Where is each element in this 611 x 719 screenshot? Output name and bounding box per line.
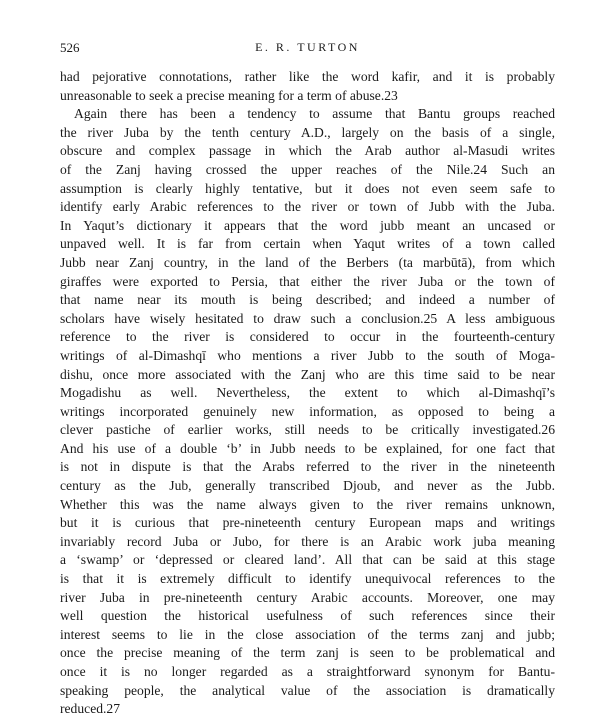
text-line: unpaved well. It is far from certain when Yaqut writes of a town called	[60, 236, 555, 252]
text-line: once it is no longer regarded as a straightforward synonym for Bantu-	[60, 664, 555, 679]
text-line: interest seems to lie in the close association of the terms zanj and jubb;	[60, 626, 555, 642]
text-line: writings incorporated genuinely new information, as opposed to being a	[60, 403, 555, 419]
text-line: reduced.27	[60, 701, 121, 717]
text-line: a ‘swamp’ or ‘depressed or cleared land’. All that can be said at this stage	[60, 552, 555, 568]
text-line: river Juba in pre-nineteenth century Arabic accounts. Moreover, one may	[60, 589, 555, 605]
running-head	[60, 40, 555, 60]
text-line: clever pastiche of earlier works, still needs to be critically investigated.26	[60, 422, 555, 438]
text-line: the river Juba by the tenth century A.D., largely on the basis of a single,	[60, 124, 555, 140]
text-line: reference to the river is considered to occur in the fourteenth-century	[60, 329, 555, 345]
body-text	[60, 68, 555, 719]
text-line: giraffes were exported to Persia, that either the river Juba or the town of	[60, 273, 555, 289]
text-line: Whether this was the name always given to the river remains unknown,	[60, 496, 555, 512]
text-line: is that it is extremely difficult to identify unequivocal references to the	[60, 571, 555, 587]
text-line: And his use of a double ‘b’ in Jubb needs to be explained, for one fact that	[60, 440, 555, 456]
text-line: had pejorative connotations, rather like the word kafir, and it is probably	[60, 69, 555, 84]
text-line: that name near its mouth is being described; and indeed a number of	[60, 292, 555, 308]
text-line: assumption is clearly highly tentative, but it does not even seem safe to	[60, 180, 555, 196]
text-line: obscure and complex passage in which the Arab author al-Masudi writes	[60, 143, 555, 159]
text-line: writings of al-Dimashqī who mentions a river Jubb to the south of Moga-	[60, 347, 555, 363]
text-line: but it is curious that pre-nineteenth century European maps and writings	[60, 515, 555, 531]
text-line: Mogadishu as well. Nevertheless, the extent to which al-Dimashqī’s	[60, 385, 555, 401]
text-line: is not in dispute is that the Arabs referred to the river in the nineteenth	[60, 459, 555, 475]
page	[60, 40, 555, 719]
text-line: Again there has been a tendency to assume that Bantu groups reached	[74, 106, 555, 122]
text-line: century as the Jub, generally transcribed Djoub, and never as the Jubb.	[60, 478, 555, 494]
running-head-author: E. R. TURTON	[255, 40, 360, 54]
text-line: dishu, once more associated with the Zanj who are this time said to be near	[60, 366, 555, 382]
text-line: Jubb near Zanj country, in the land of the Berbers (ta marbūtā), from which	[60, 254, 555, 270]
text-line: speaking people, the analytical value of the association is dramatically	[60, 682, 555, 698]
page-number: 526	[60, 40, 80, 55]
text-line: once the precise meaning of the term zanj is seen to be problematical and	[60, 645, 555, 661]
text-line: identify early Arabic references to the river or town of Jubb with the Juba.	[60, 199, 555, 215]
text-line: invariably record Juba or Jubo, for there is an Arabic work juba meaning	[60, 533, 555, 549]
text-line: of the Zanj having crossed the upper reaches of the Nile.24 Such an	[60, 161, 555, 177]
text-line: scholars have wisely hesitated to draw such a conclusion.25 A less ambiguous	[60, 310, 555, 326]
text-line: well question the historical usefulness of such references since their	[60, 608, 555, 624]
text-line: unreasonable to seek a precise meaning for a term of abuse.23	[60, 87, 398, 103]
text-line: In Yaqut’s dictionary it appears that the word jubb meant an uncased or	[60, 217, 555, 233]
